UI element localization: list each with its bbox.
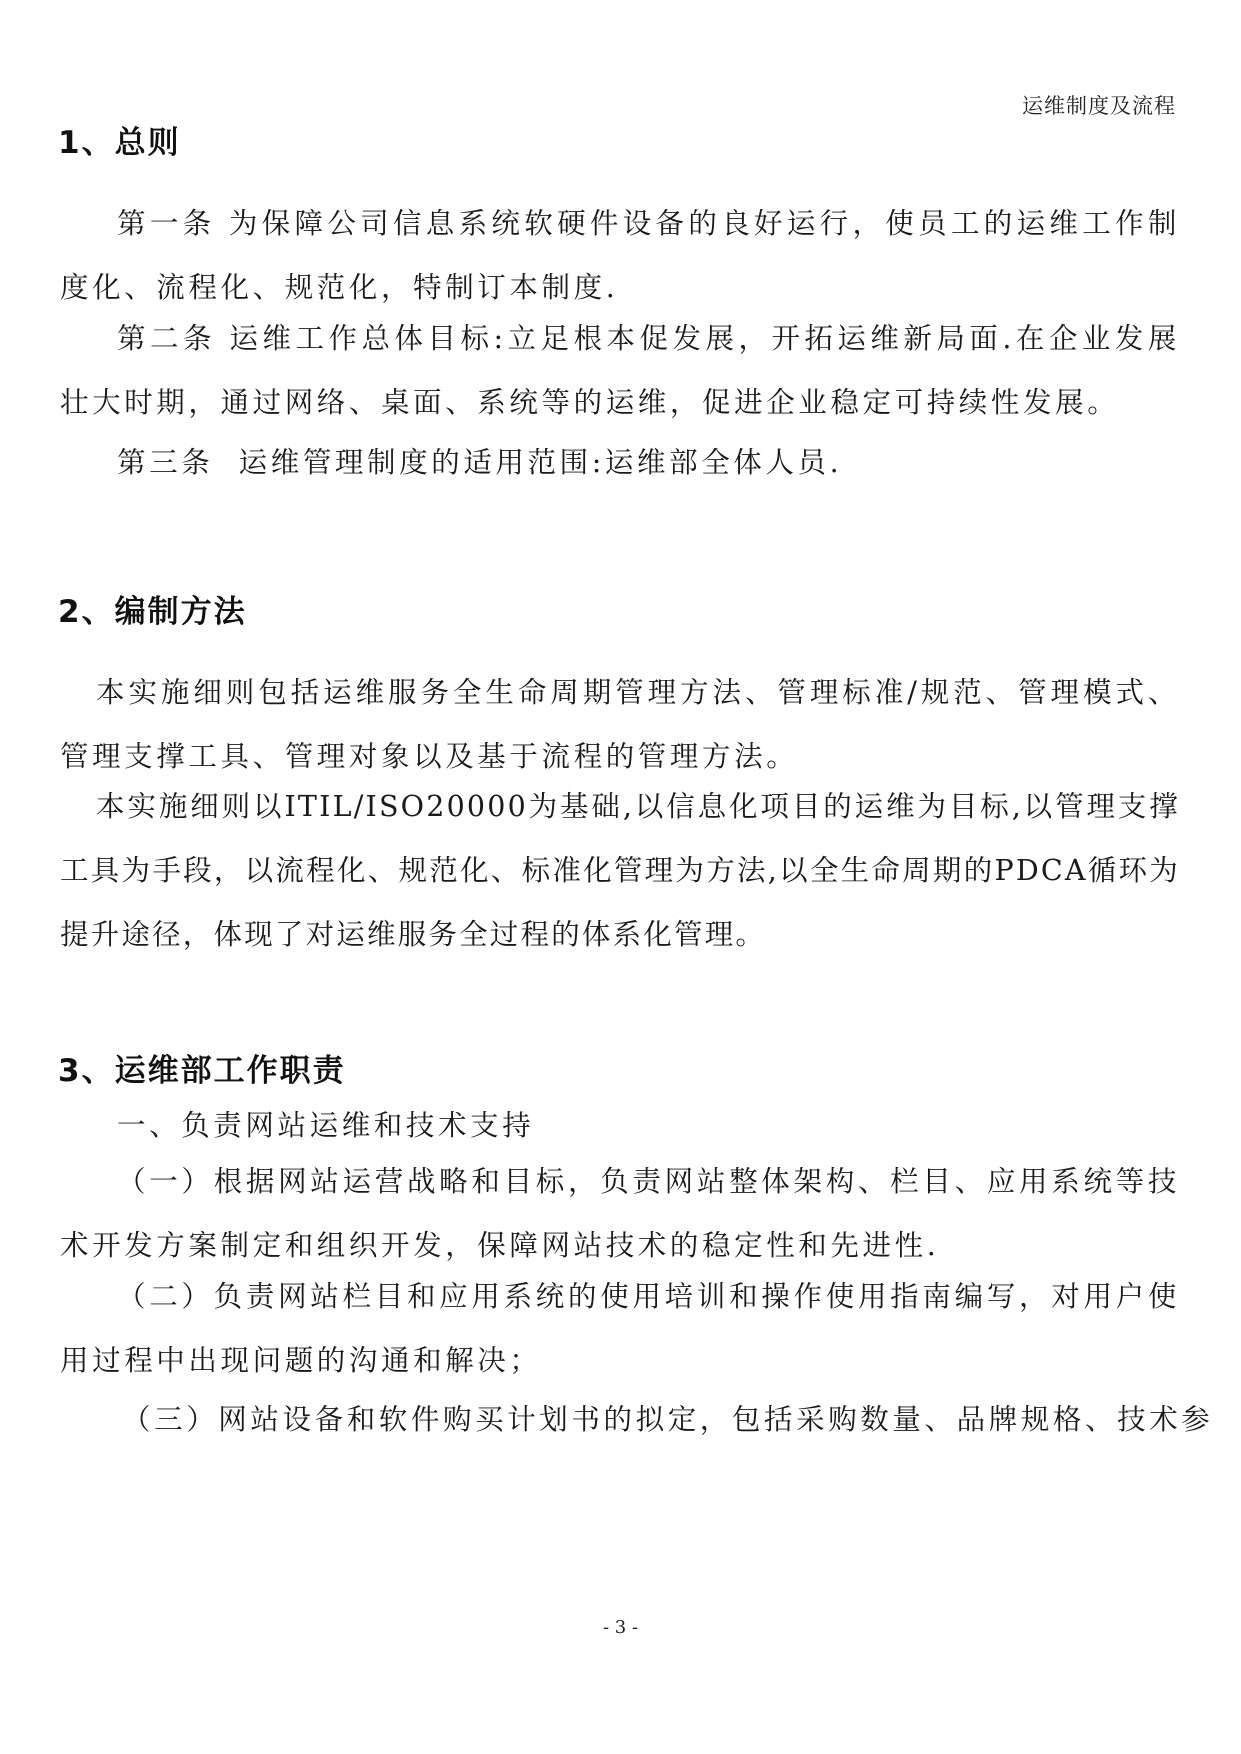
section-heading-general: 1、总则 bbox=[58, 125, 181, 161]
paragraph-article-2: 第二条 运维工作总体目标:立足根本促发展，开拓运维新局面.在企业发展壮大时期，通过网络、桌面、系统等的运维，促进企业稳定可持续性发展。 bbox=[60, 322, 1180, 419]
duty-item-1: 一、负责网站运维和技术支持 bbox=[117, 1109, 535, 1142]
paragraph-article-3: 第三条 运维管理制度的适用范围:运维部全体人员. bbox=[117, 446, 843, 479]
duty-subitem-3: （三）网站设备和软件购买计划书的拟定，包括采购数量、品牌规格、技术参 bbox=[122, 1403, 1214, 1436]
duty-subitem-2: （二）负责网站栏目和应用系统的使用培训和操作使用指南编写，对用户使用过程中出现问题的沟通和解决； bbox=[60, 1280, 1180, 1377]
page-number: - 3 - bbox=[602, 1617, 639, 1638]
paragraph-article-1: 第一条 为保障公司信息系统软硬件设备的良好运行，使员工的运维工作制度化、流程化、规范化，特制订本制度. bbox=[60, 207, 1180, 304]
paragraph-method-1: 本实施细则包括运维服务全生命周期管理方法、管理标准/规范、管理模式、管理支撑工具、管理对象以及基于流程的管理方法。 bbox=[60, 676, 1180, 773]
paragraph-method-2: 本实施细则以ITIL/ISO20000为基础,以信息化项目的运维为目标,以管理支撑工具为手段，以流程化、规范化、标准化管理为方法,以全生命周期的PDCA循环为提升途径，体现了对运维服务全过程的体系化管理。 bbox=[60, 790, 1180, 951]
duty-subitem-1: （一）根据网站运营战略和目标，负责网站整体架构、栏目、应用系统等技术开发方案制定和组织开发，保障网站技术的稳定性和先进性. bbox=[60, 1165, 1180, 1262]
running-header: 运维制度及流程 bbox=[1022, 94, 1176, 118]
section-heading-duties: 3、运维部工作职责 bbox=[58, 1053, 346, 1089]
section-heading-method: 2、编制方法 bbox=[58, 594, 247, 630]
